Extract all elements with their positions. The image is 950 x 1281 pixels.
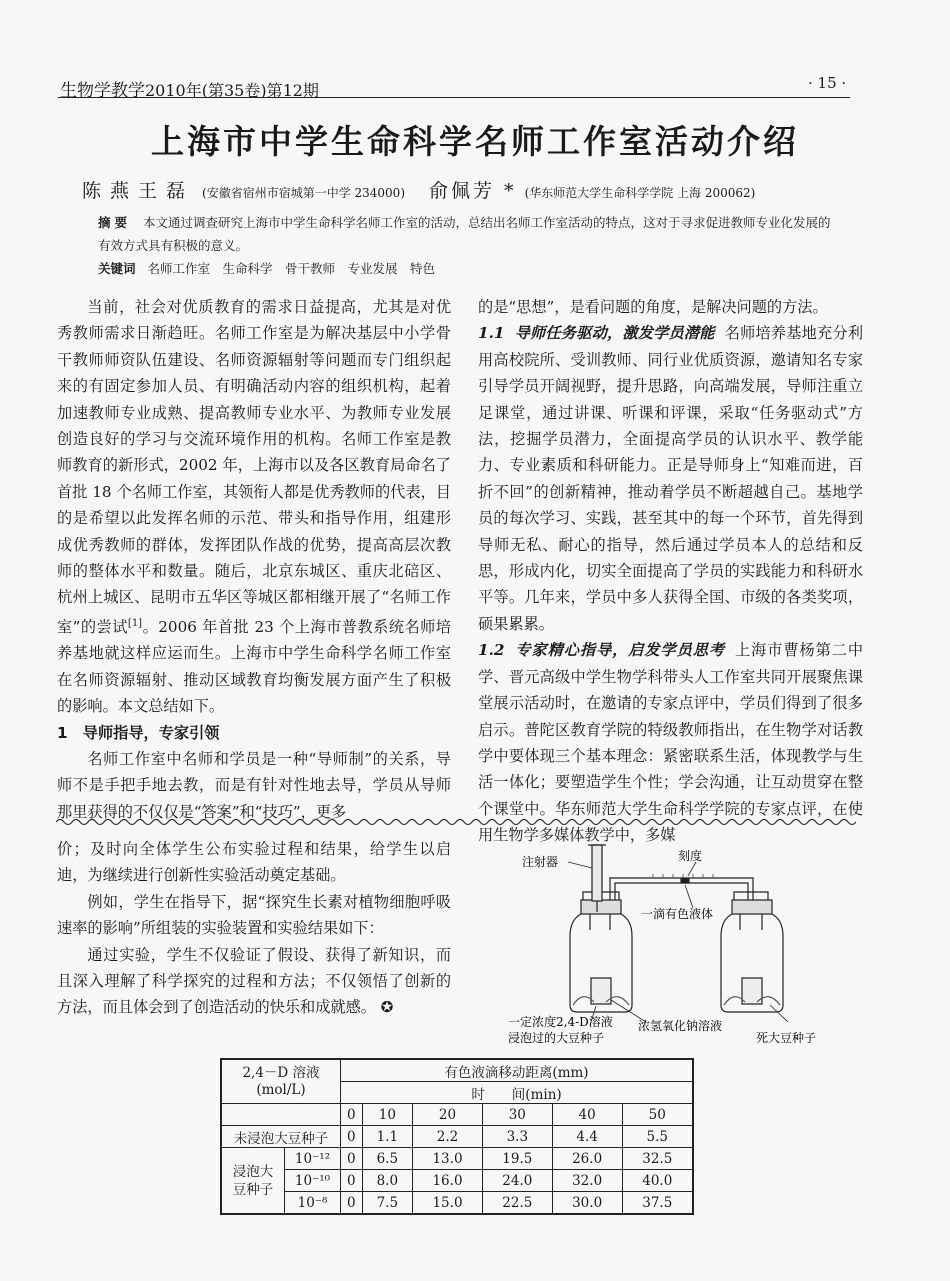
table-cell: 19.5	[482, 1148, 552, 1170]
figure-label-dead-seeds: 死大豆种子	[756, 1031, 817, 1045]
table-cell: 6.5	[362, 1148, 413, 1170]
abstract-label: 摘要	[98, 215, 132, 230]
table-cell: 32.0	[552, 1170, 622, 1192]
row-concentration: 10⁻¹²	[285, 1148, 341, 1170]
table-cell: 0	[341, 1170, 363, 1192]
subsection-1-2: 1.2 专家精心指导，启发学员思考 上海市曹杨第二中学、晋元高级中学生物学科带头人工作室共同开展聚焦课堂展示活动时，在邀请的专家点评中，学员们得到了很多启示。普陀区教育学院的特级教师指出，在生物学对话教学中要体现三个基本理念：紧密联系生活，体现教学与生活一体化；要塑造学生个性；学会沟通，让互动贯穿在整个课堂中。华东师范大学生命科学学院的专家点评，在使用生物学多媒体教学中，多媒	[478, 641, 864, 845]
paragraph: 当前，社会对优质教育的需求日益提高，尤其是对优秀教师需求日渐趋旺。名师工作室是为解决基层中小学骨干教师师资队伍建设、名师资源辐射等问题而专门组织起来的有固定参加人员、有明确活动内容的组织机构，起着加速教师专业成熟、提高教师专业水平、为教师专业发展创造良好的学习与交流环境作用的机构。名师工作室是教师教育的新形式，2002 年，上海市以及各区教育局命名了首批 18 个名师工作室，其领衔人都是优秀教师的代表，目的是希望以此发挥名师的示范、带头和指导作用，组建形成优秀教师的群体，发挥团队作战的优势，提高高层次教师的整体水平和数量。随后，北京东城区、重庆北碚区、杭州上城区、昆明市五华区等城区都相继开展了“名师工作室”的尝试[1]。2006 年首批 23 个上海市普教系统名师培养基地就这样应运而生。上海市中学生命科学名师工作室在名师资源辐射、推动区域教育均衡发展方面产生了积极的影响。本文总结如下。	[57, 298, 451, 716]
author-affiliation: (安徽省宿州市宿城第一中学 234000)	[202, 186, 406, 200]
apparatus-figure	[478, 840, 878, 1045]
figure-label-soaked-seeds-line1: 一定浓度2,4-D溶液	[508, 1015, 613, 1029]
end-mark-icon: ✪	[380, 998, 394, 1017]
author-affiliation: (华东师范大学生命科学学院 上海 200062)	[524, 186, 756, 200]
page-number: · 15 ·	[808, 74, 847, 92]
table-cell: 13.0	[413, 1148, 483, 1170]
table-cell: 24.0	[482, 1170, 552, 1192]
table-cell: 8.0	[362, 1170, 413, 1192]
subsection-number: 1.1	[478, 324, 505, 343]
table-cell: 50	[622, 1104, 693, 1126]
keywords	[98, 259, 840, 277]
author-name: 陈燕王磊	[82, 180, 195, 202]
table-row	[221, 1148, 693, 1170]
table-row	[221, 1126, 693, 1148]
table-cell: 1.1	[362, 1126, 413, 1148]
table-cell: 2.2	[413, 1126, 483, 1148]
row-concentration: 10⁻¹⁰	[285, 1170, 341, 1192]
article-title: 上海市中学生命科学名师工作室活动介绍	[151, 122, 799, 161]
table-cell: 26.0	[552, 1148, 622, 1170]
paragraph: 的是“思想”，是看问题的角度，是解决问题的方法。	[478, 298, 828, 316]
table-header-distance: 有色液滴移动距离(mm)	[341, 1059, 694, 1082]
table-header-time: 时 间(min)	[341, 1082, 694, 1104]
citation-ref[interactable]: [1]	[127, 617, 143, 629]
abstract	[98, 211, 840, 257]
table-row-times	[221, 1104, 693, 1126]
subsection-number: 1.2	[478, 641, 505, 660]
table-cell: 15.0	[413, 1192, 483, 1215]
table-row	[221, 1170, 693, 1192]
table-cell: 0	[341, 1126, 363, 1148]
subsection-1-1: 1.1 导师任务驱动，激发学员潜能 名师培养基地充分利用高校院所、受训教师、同行业优质资源，邀请知名专家引导学员开阔视野，提升思路，向高端发展，导师注重立足课堂，通过讲课、听课和评课，采取“任务驱动式”方法，挖掘学员潜力，全面提高学员的认识水平、教学能力、专业素质和科研能力。正是导师身上“知难而进，百折不回”的创新精神，推动着学员不断超越自己。基地学员的每次学习、实践，甚至其中的每一个环节，首先得到导师无私、耐心的指导，然后通过学员本人的总结和反思，形成内化，切实全面提高了学员的实践能力和科研水平等。几年来，学员中多人获得全国、市级的各类奖项，硕果累累。	[478, 324, 864, 633]
paragraph: 价；及时向全体学生公布实验过程和结果，给学生以启迪，为继续进行创新性实验活动奠定基础。	[57, 840, 451, 885]
keywords-text: 名师工作室 生命科学 骨干教师 专业发展 特色	[147, 261, 436, 276]
paragraph: 通过实验，学生不仅验证了假设、获得了新知识，而且深入理解了科学探究的过程和方法；不仅领悟了创新的方法，而且体会到了创造活动的快乐和成就感。 ✪	[57, 945, 451, 1017]
table-cell: 30.0	[552, 1192, 622, 1215]
left-bottle	[570, 892, 632, 1012]
right-bottle	[721, 892, 783, 1012]
table-cell	[221, 1104, 341, 1126]
table-cell: 5.5	[622, 1126, 693, 1148]
figure-label-soaked-seeds-line2: 浸泡过的大豆种子	[508, 1031, 605, 1045]
figure-label-naoh: 浓氢氧化钠溶液	[638, 1019, 723, 1033]
table-cell: 0	[341, 1148, 363, 1170]
table-cell: 0	[341, 1104, 363, 1126]
table-cell: 40	[552, 1104, 622, 1126]
journal-name: 生物学教学	[60, 81, 145, 101]
group-label: 浸泡大 豆种子	[221, 1148, 285, 1215]
table-cell: 16.0	[413, 1170, 483, 1192]
table-cell: 3.3	[482, 1126, 552, 1148]
figure-label-drop: 一滴有色液体	[641, 907, 714, 921]
table-cell: 40.0	[622, 1170, 693, 1192]
table-cell: 0	[341, 1192, 363, 1215]
results-table	[220, 1058, 694, 1215]
table-cell: 10	[362, 1104, 413, 1126]
row-label: 未浸泡大豆种子	[221, 1126, 341, 1148]
subsection-title: 导师任务驱动，激发学员潜能	[514, 324, 715, 343]
article-separator	[56, 817, 856, 827]
body-column-left	[57, 294, 451, 825]
table-cell: 30	[482, 1104, 552, 1126]
table-cell: 37.5	[622, 1192, 693, 1215]
table-header-concentration: 2,4－D 溶液 (mol/L)	[221, 1059, 341, 1104]
section-heading: 1 导师指导，专家引领	[57, 723, 220, 742]
paragraph: 名师工作室中名师和学员是一种“导师制”的关系，导师不是手把手地去教，而是有针对性地去导，学员从导师那里获得的不仅仅是“答案”和“技巧”，更多	[57, 749, 451, 821]
subsection-title: 专家精心指导，启发学员思考	[514, 641, 725, 660]
figure-label-scale: 刻度	[678, 849, 703, 863]
table-cell: 32.5	[622, 1148, 693, 1170]
table-cell: 7.5	[362, 1192, 413, 1215]
table-row	[221, 1192, 693, 1215]
connecting-tube	[610, 874, 753, 900]
keywords-label: 关键词	[98, 261, 136, 276]
row-concentration: 10⁻⁸	[285, 1192, 341, 1215]
author-line	[82, 176, 882, 203]
table-cell: 4.4	[552, 1126, 622, 1148]
author-name: 俞佩芳 *	[429, 180, 517, 202]
abstract-text: 本文通过调查研究上海市中学生命科学名师工作室的活动，总结出名师工作室活动的特点，这对于寻求促进教师专业化发展的有效方式具有积极的意义。	[98, 215, 831, 253]
table-cell: 22.5	[482, 1192, 552, 1215]
header-rule	[58, 97, 850, 98]
body-column-right	[478, 294, 863, 849]
paragraph: 例如，学生在指导下，据“探究生长素对植物细胞呼吸速率的影响”所组装的实验装置和实验结果如下：	[57, 892, 451, 938]
table-cell: 20	[413, 1104, 483, 1126]
journal-issue: 2010年(第35卷)第12期	[145, 81, 319, 100]
colored-drop	[681, 879, 689, 883]
figure-label-syringe: 注射器	[522, 855, 559, 869]
body-column-lower	[57, 836, 451, 1021]
